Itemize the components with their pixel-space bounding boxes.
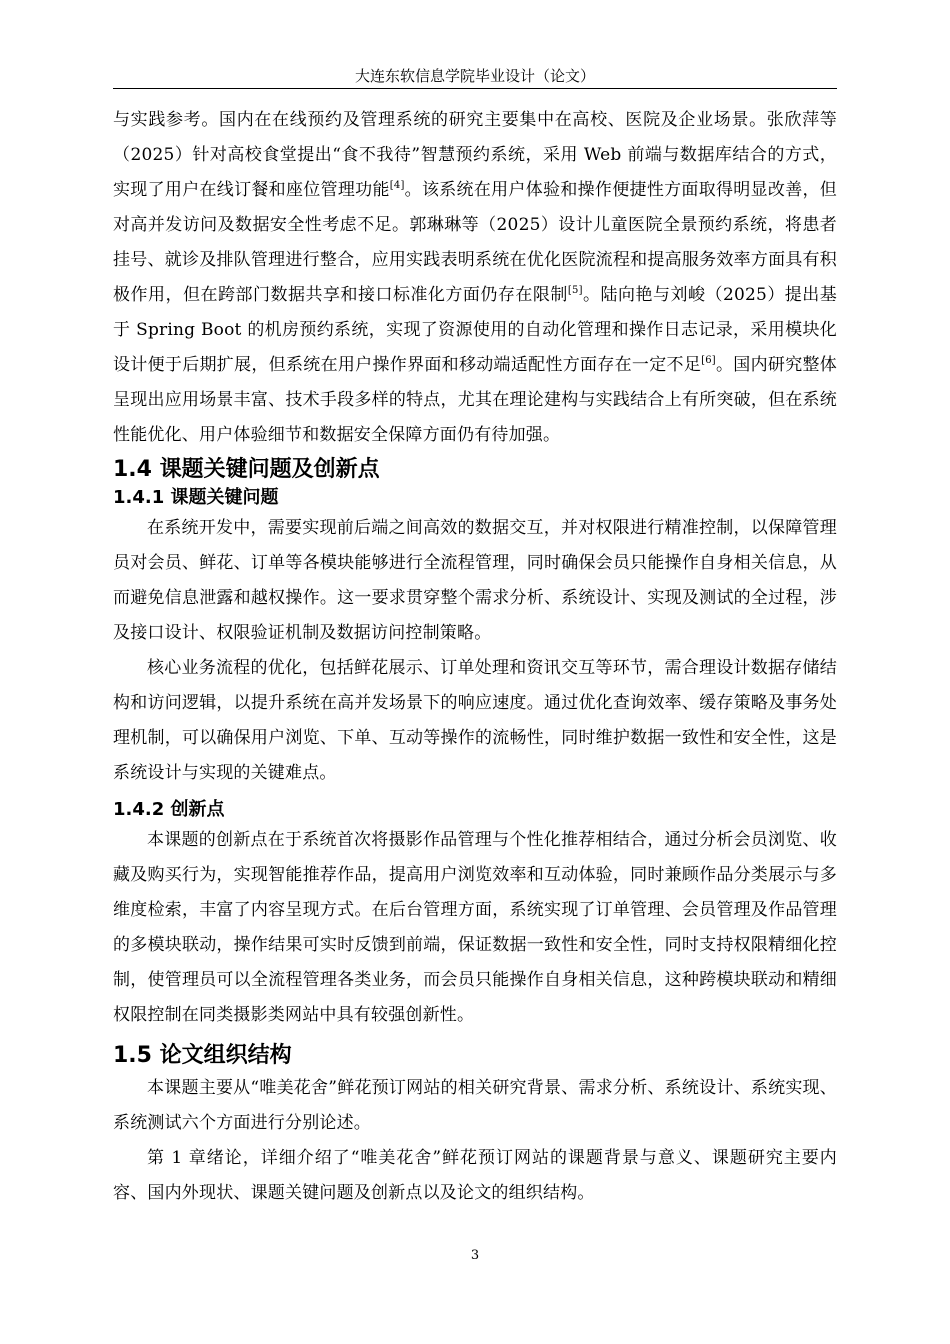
intro-text-1: 与实践参考。国内在在线预约及管理系统的研究主要集中在高校、医院及企业场景。张欣萍等（2025）针对高校食堂提出“食不我待”智慧预约系统，采用 Web 前端与数据库结合的方式，实现了用户在线订餐和座位管理功能	[113, 110, 837, 200]
intro-text-4: 。国内研究整体呈现出应用场景丰富、技术手段多样的特点，尤其在理论建构与实践结合上有所突破，但在系统性能优化、用户体验细节和数据安全保障方面仍有待加强。	[113, 355, 837, 445]
structure-paragraph-2: 第 1 章绪论，详细介绍了“唯美花舍”鲜花预订网站的课题背景与意义、课题研究主要内容、国内外现状、课题关键问题及创新点以及论文的组织结构。	[113, 1148, 837, 1203]
intro-text-2: 。该系统在用户体验和操作便捷性方面取得明显改善，但对高并发访问及数据安全性考虑不足。郭琳琳等（2025）设计儿童医院全景预约系统，将患者挂号、就诊及排队管理进行整合，应用实践表明系统在优化医院流程和提高服务效率方面具有积极作用，但在跨部门数据共享和接口标准化方面仍存在限制	[113, 180, 838, 305]
intro-text-3: 。陆向艳与刘峻（2025）提出基于 Spring Boot 的机房预约系统，实现了资源使用的自动化管理和操作日志记录，采用模块化设计便于后期扩展，但系统在用户操作界面和移动端适配性方面存在一定不足	[113, 285, 838, 375]
page-header: 大连东软信息学院毕业设计（论文）	[354, 67, 595, 85]
header-divider	[113, 88, 837, 89]
key-issues-paragraph-2: 核心业务流程的优化，包括鲜花展示、订单处理和资讯交互等环节，需合理设计数据存储结构和访问逻辑，以提升系统在高并发场景下的响应速度。通过优化查询效率、缓存策略及事务处理机制，可以确保用户浏览、下单、互动等操作的流畅性，同时维护数据一致性和安全性，这是系统设计与实现的关键难点。	[113, 658, 837, 783]
citation-ref-4: [4]	[389, 180, 405, 191]
innovation-paragraph: 本课题的创新点在于系统首次将摄影作品管理与个性化推荐相结合，通过分析会员浏览、收藏及购买行为，实现智能推荐作品，提高用户浏览效率和互动体验，同时兼顾作品分类展示与多维度检索，丰富了内容呈现方式。在后台管理方面，系统实现了订单管理、会员管理及作品管理的多模块联动，操作结果可实时反馈到前端，保证数据一致性和安全性，同时支持权限精细化控制，使管理员可以全流程管理各类业务，而会员只能操作自身相关信息，这种跨模块联动和精细权限控制在同类摄影类网站中具有较强创新性。	[113, 830, 837, 1025]
citation-ref-5: [5]	[567, 285, 583, 296]
subsection-heading-1-4-1: 1.4.1 课题关键问题	[113, 487, 279, 508]
structure-paragraph-1: 本课题主要从“唯美花舍”鲜花预订网站的相关研究背景、需求分析、系统设计、系统实现、系统测试六个方面进行分别论述。	[113, 1078, 837, 1133]
page-body	[113, 103, 837, 1211]
page-number: 3	[470, 1248, 480, 1263]
key-issues-paragraph-1: 在系统开发中，需要实现前后端之间高效的数据交互，并对权限进行精准控制，以保障管理员对会员、鲜花、订单等各模块能够进行全流程管理，同时确保会员只能操作自身相关信息，从而避免信息泄露和越权操作。这一要求贯穿整个需求分析、系统设计、实现及测试的全过程，涉及接口设计、权限验证机制及数据访问控制策略。	[113, 518, 837, 643]
citation-ref-6: [6]	[701, 355, 716, 366]
section-heading-1-4: 1.4 课题关键问题及创新点	[113, 457, 380, 482]
intro-paragraph	[113, 103, 837, 453]
subsection-heading-1-4-2: 1.4.2 创新点	[113, 799, 225, 820]
section-heading-1-5: 1.5 论文组织结构	[113, 1043, 292, 1068]
